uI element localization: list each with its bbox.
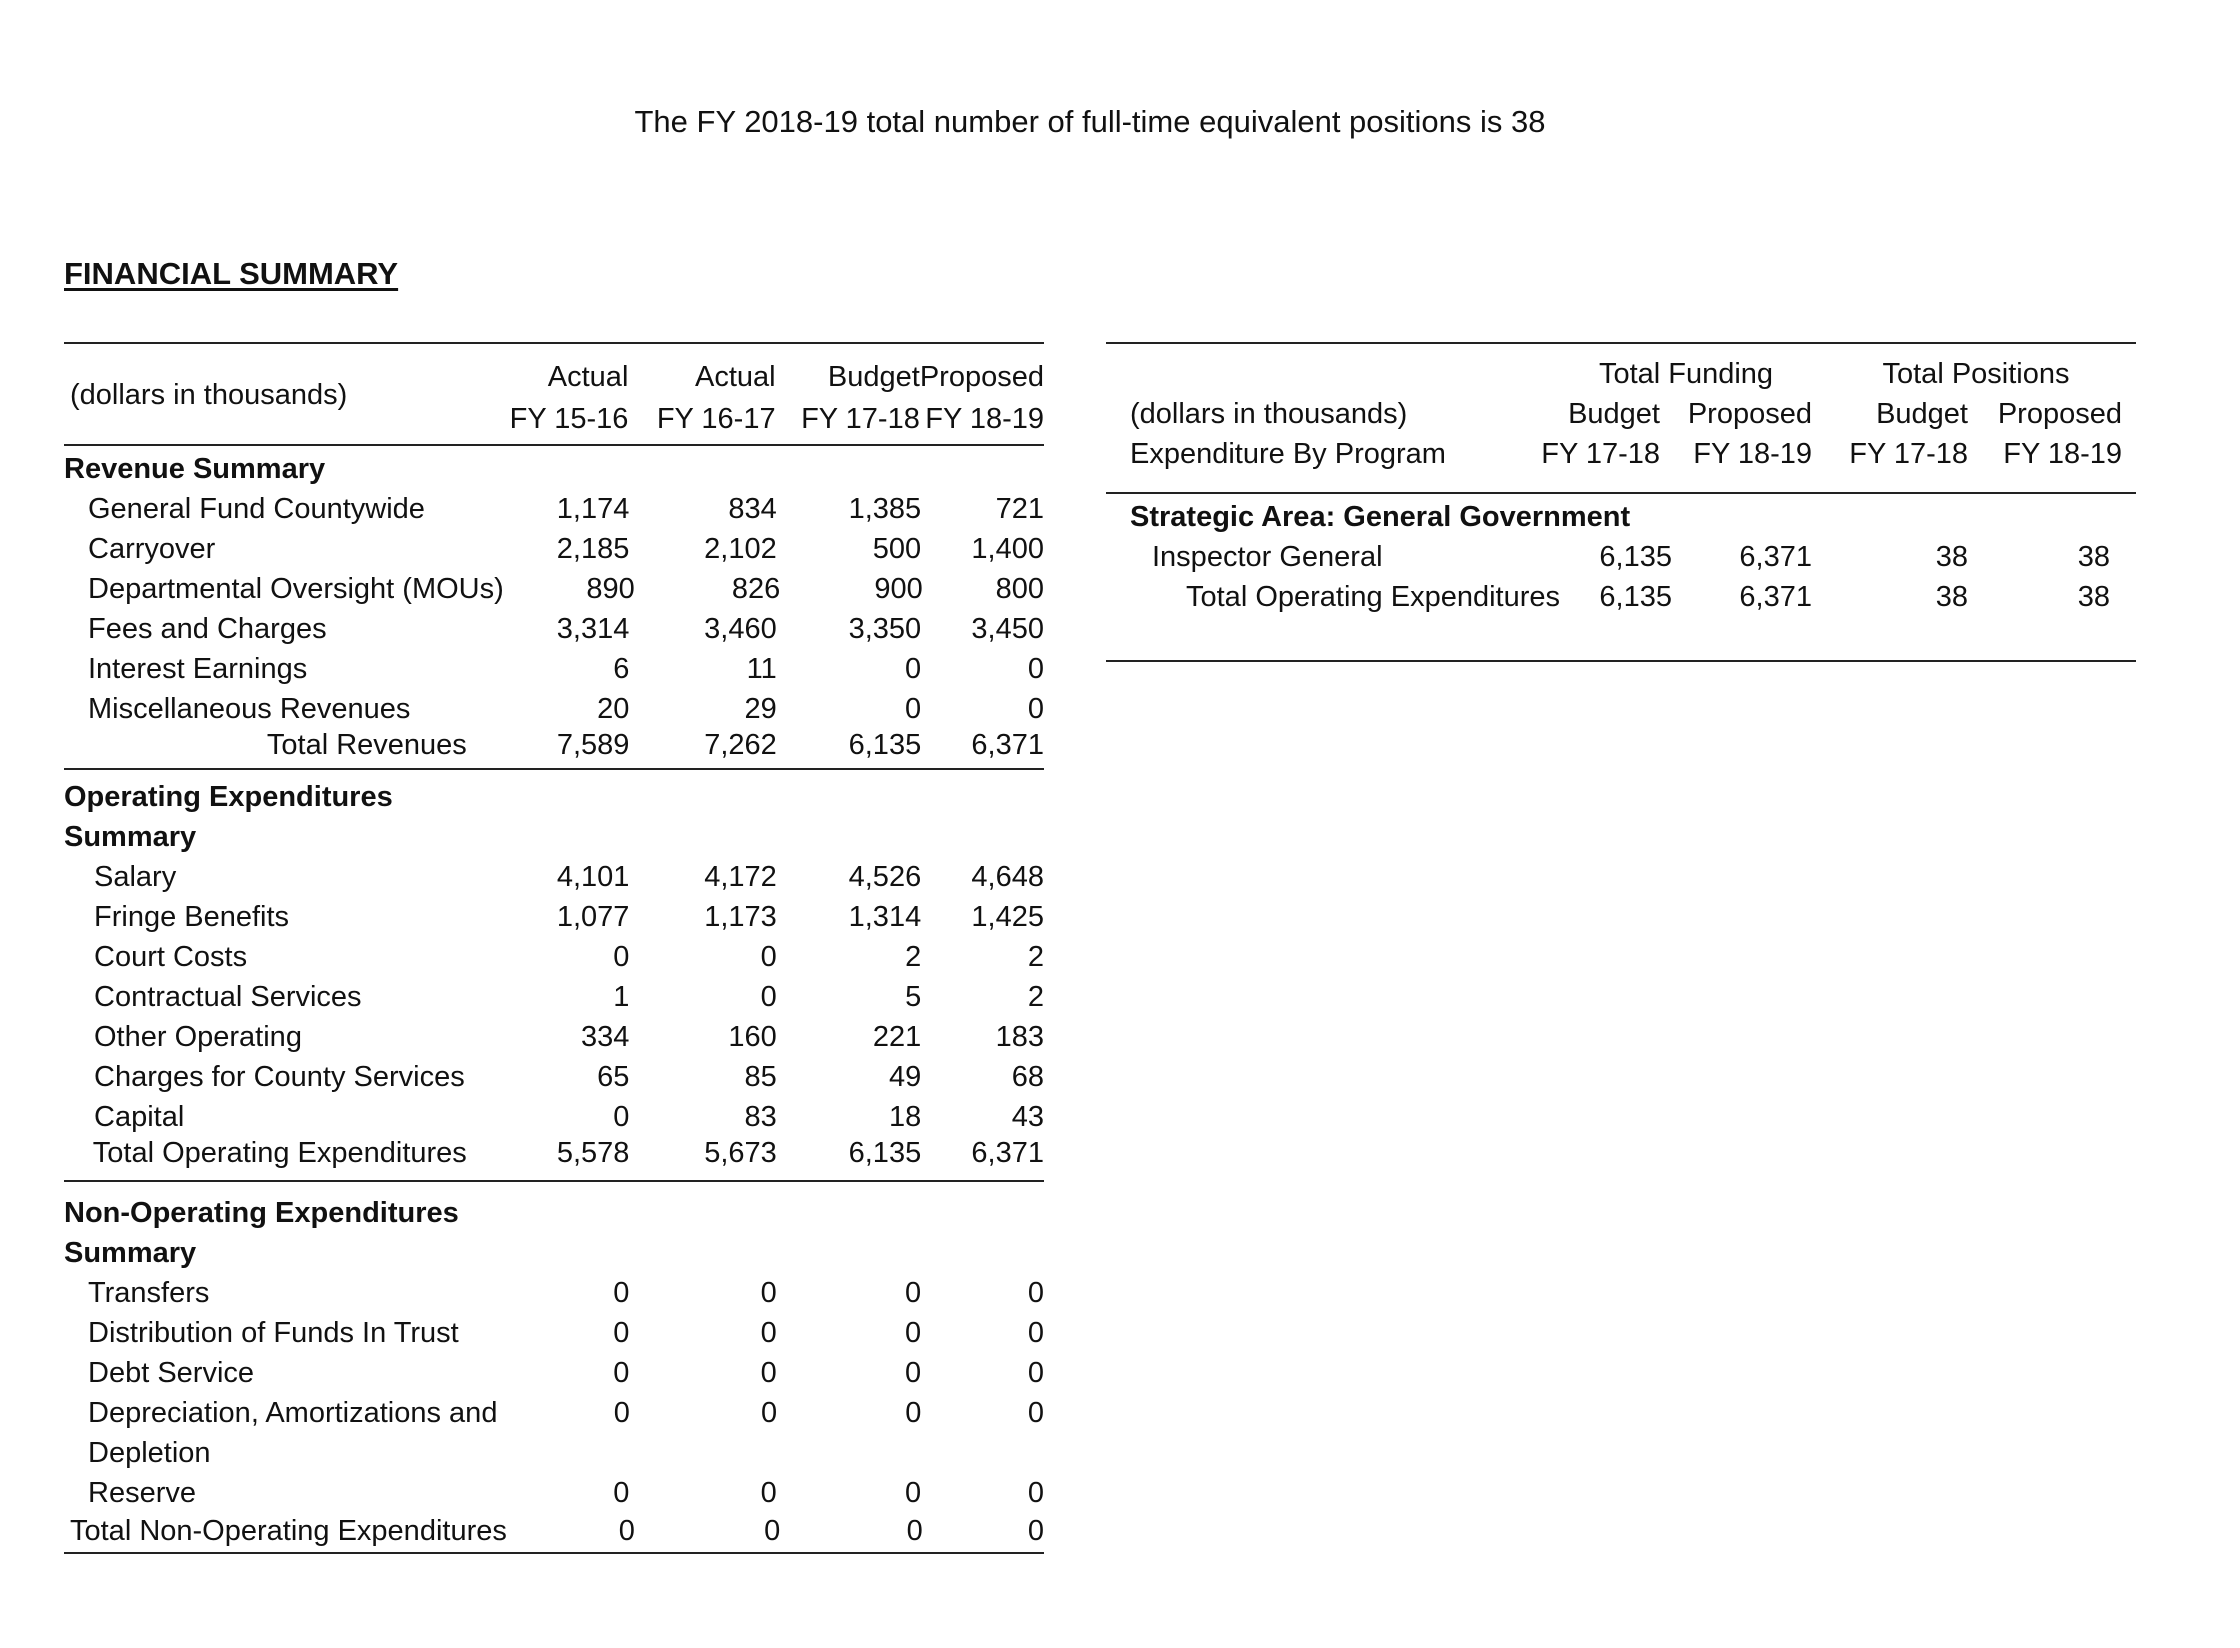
column-header: Actual FY 16-17 xyxy=(656,361,776,435)
operating-title-2: Summary xyxy=(64,821,197,853)
column-header: FY 18-19 xyxy=(1693,438,1812,470)
operating-title-1: Operating Expenditures xyxy=(64,781,393,813)
column-header: FY 17-18 xyxy=(1849,438,1968,470)
table-row: Fringe Benefits 1,077 1,173 1,314 1,425 xyxy=(94,901,1044,933)
column-header: Actual FY 15-16 xyxy=(509,361,629,435)
table-row: Inspector General 6,135 6,371 38 38 xyxy=(1152,541,2110,573)
column-header: Budget xyxy=(1568,398,1660,430)
table-row: General Fund Countywide 1,174 834 1,385 721 xyxy=(88,493,1044,525)
total-non-operating-row: Total Non-Operating Expenditures 0 0 0 0 xyxy=(64,1510,1044,1554)
revenue-summary-title: Revenue Summary xyxy=(64,453,326,485)
strategic-area-heading: Strategic Area: General Government xyxy=(1130,501,1631,533)
total-positions-header: Total Positions xyxy=(1882,358,2070,390)
table-row: Distribution of Funds In Trust 0 0 0 0 xyxy=(88,1317,1044,1349)
table-bottom-rule xyxy=(1106,614,2136,662)
table-row: Depreciation, Amortizations and 0 0 0 0 xyxy=(88,1397,1044,1429)
table-header xyxy=(1106,344,2136,494)
table-row: Miscellaneous Revenues 20 29 0 0 xyxy=(88,693,1044,725)
table-header xyxy=(64,344,1044,446)
table-row: Total Operating Expenditures 6,135 6,371 38 38 xyxy=(1186,581,2110,613)
table-row: Transfers 0 0 0 0 xyxy=(88,1277,1044,1309)
table-row: Departmental Oversight (MOUs) 890 826 900 800 xyxy=(88,573,1045,605)
column-header: Proposed FY 18-19 xyxy=(919,361,1044,435)
table-row: Charges for County Services 65 85 49 68 xyxy=(94,1061,1044,1093)
table-row-continuation: Depletion xyxy=(88,1437,211,1469)
expenditure-by-program-table xyxy=(1106,342,2136,662)
column-header: Proposed xyxy=(1687,398,1812,430)
table-row: Fees and Charges 3,314 3,460 3,350 3,450 xyxy=(88,613,1044,645)
table-row: Court Costs 0 0 2 2 xyxy=(94,941,1044,973)
total-revenues-row: Total Revenues 7,589 7,262 6,135 6,371 xyxy=(64,726,1044,770)
column-header: Budget xyxy=(1876,398,1968,430)
table-row: Reserve 0 0 0 0 xyxy=(88,1477,1044,1509)
table-row: Debt Service 0 0 0 0 xyxy=(88,1357,1044,1389)
non-operating-title-2: Summary xyxy=(64,1237,197,1269)
unit-label: (dollars in thousands) xyxy=(1130,398,1408,430)
table-row: Contractual Services 1 0 5 2 xyxy=(94,981,1044,1013)
column-header: Proposed xyxy=(1997,398,2122,430)
unit-label: (dollars in thousands) xyxy=(70,379,348,411)
table-row: Capital 0 83 18 43 xyxy=(94,1101,1044,1133)
page-header: The FY 2018-19 total number of full-time equivalent positions is 38 xyxy=(634,104,1546,139)
total-operating-row: Total Operating Expenditures 5,578 5,673 6,135 6,371 xyxy=(64,1134,1044,1182)
table-row: Carryover 2,185 2,102 500 1,400 xyxy=(88,533,1044,565)
non-operating-title-1: Non-Operating Expenditures xyxy=(64,1197,459,1229)
column-header: Budget FY 17-18 xyxy=(801,361,920,435)
program-label: Expenditure By Program xyxy=(1130,438,1446,470)
table-row: Interest Earnings 6 11 0 0 xyxy=(88,653,1044,685)
table-row: Other Operating 334 160 221 183 xyxy=(94,1021,1044,1053)
column-header: FY 18-19 xyxy=(2003,438,2122,470)
section-title: FINANCIAL SUMMARY xyxy=(64,256,399,291)
financial-summary-table xyxy=(64,342,1044,1554)
total-funding-header: Total Funding xyxy=(1598,358,1774,390)
table-row: Salary 4,101 4,172 4,526 4,648 xyxy=(94,861,1044,893)
column-header: FY 17-18 xyxy=(1541,438,1660,470)
